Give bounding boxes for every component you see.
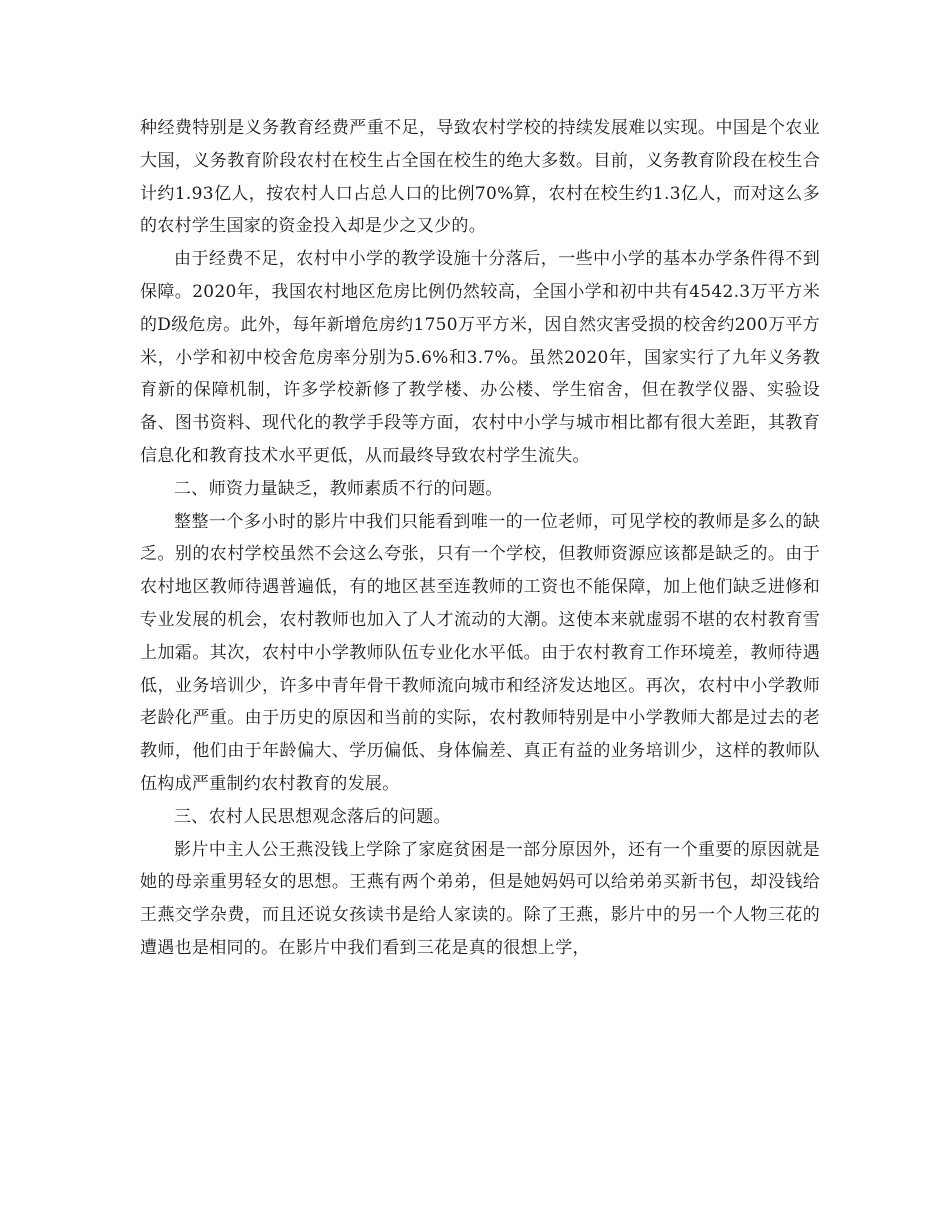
section-heading-teachers: 二、师资力量缺乏，教师素质不行的问题。: [174, 478, 503, 499]
paragraph-facilities: 由于经费不足，农村中小学的教学设施十分落后，一些中小学的基本办学条件得不到保障。2020年，我国农村地区危房比例仍然较高，全国小学和初中共有4542.3万平方米的D级危房。此外，每年新增危房约1750万平方米，因自然灾害受损的校舍约200万平方米，小学和初中校舍危房率分别为5.6%和3.7%。虽然2020年，国家实行了九年义务教育新的保障机制，许多学校新修了教学楼、办公楼、学生宿舍，但在教学仪器、实验设备、图书资料、现代化的教学手段等方面，农村中小学与城市相比都有很大差距，其教育信息化和教育技术水平更低，从而最终导致农村学生流失。: [140, 249, 820, 466]
paragraph-attitudes: 影片中主人公王燕没钱上学除了家庭贫困是一部分原因外，还有一个重要的原因就是她的母亲重男轻女的思想。王燕有两个弟弟，但是她妈妈可以给弟弟买新书包，却没钱给王燕交学杂费，而且还说女孩读书是给人家读的。除了王燕，影片中的另一个人物三花的遭遇也是相同的。在影片中我们看到三花是真的很想上学，: [140, 839, 820, 958]
document-body: [140, 112, 820, 965]
section-heading-attitudes: 三、农村人民思想观念落后的问题。: [174, 806, 451, 827]
paragraph-teachers: 整整一个多小时的影片中我们只能看到唯一的一位老师，可见学校的教师是多么的缺乏。别的农村学校虽然不会这么夸张，只有一个学校，但教师资源应该都是缺乏的。由于农村地区教师待遇普遍低，有的地区甚至连教师的工资也不能保障，加上他们缺乏进修和专业发展的机会，农村教师也加入了人才流动的大潮。这使本来就虚弱不堪的农村教育雪上加霜。其次，农村中小学教师队伍专业化水平低。由于农村教育工作环境差，教师待遇低，业务培训少，许多中青年骨干教师流向城市和经济发达地区。再次，农村中小学教师老龄化严重。由于历史的原因和当前的实际，农村教师特别是中小学教师大都是过去的老教师，他们由于年龄偏大、学历偏低、身体偏差、真正有益的业务培训少，这样的教师队伍构成严重制约农村教育的发展。: [140, 511, 820, 794]
paragraph-funding-shortage: 种经费特别是义务教育经费严重不足，导致农村学校的持续发展难以实现。中国是个农业大国，义务教育阶段农村在校生占全国在校生的绝大多数。目前，义务教育阶段在校生合计约1.93亿人，按农村人口占总人口的比例70%算，农村在校生约1.3亿人，而对这么多的农村学生国家的资金投入却是少之又少的。: [140, 118, 820, 237]
